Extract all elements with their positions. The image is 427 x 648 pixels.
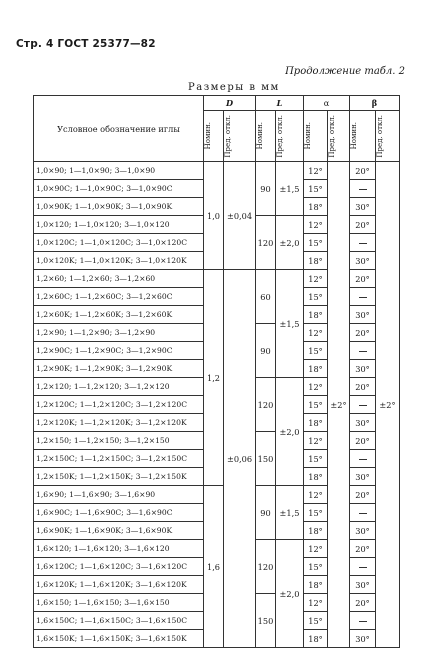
needle-designation: 1,6×150C; 1—1,6×150C; 3—1,6×150C: [34, 612, 204, 630]
l-tolerance-15: ±1,5: [276, 270, 304, 378]
alpha-nominal: 12°: [304, 594, 328, 612]
needle-designation: 1,2×60C; 1—1,2×60C; 3—1,2×60C: [34, 288, 204, 306]
beta-nominal: 30°: [350, 630, 376, 648]
beta-nominal: 30°: [350, 468, 376, 486]
needle-designation: 1,0×90; 1—1,0×90; 3—1,0×90: [34, 162, 204, 180]
d-tolerance-004: ±0,04: [224, 162, 256, 270]
alpha-nominal: 18°: [304, 306, 328, 324]
alpha-nominal: 18°: [304, 252, 328, 270]
alpha-nominal: 12°: [304, 270, 328, 288]
beta-nominal: [350, 396, 376, 414]
alpha-nominal: 12°: [304, 540, 328, 558]
column-header-l: L: [256, 96, 304, 111]
l-nominal-90: 90: [256, 162, 276, 216]
beta-nominal: 30°: [350, 522, 376, 540]
needle-designation: 1,2×150K; 1—1,2×150K; 3—1,2×150K: [34, 468, 204, 486]
alpha-nominal: 15°: [304, 504, 328, 522]
beta-nominal-header: Номин.: [350, 122, 358, 150]
needle-designation: 1,6×90K; 1—1,6×90K; 3—1,6×90K: [34, 522, 204, 540]
beta-nominal: 20°: [350, 486, 376, 504]
beta-nominal: 20°: [350, 270, 376, 288]
needle-designation: 1,2×90K; 1—1,2×90K; 3—1,2×90K: [34, 360, 204, 378]
alpha-nominal: 12°: [304, 378, 328, 396]
l-nominal-150: 150: [256, 432, 276, 486]
alpha-nominal: 15°: [304, 180, 328, 198]
beta-nominal: 20°: [350, 432, 376, 450]
column-header-d: D: [204, 96, 256, 111]
table-continuation-label: Продолжение табл. 2: [285, 66, 405, 77]
d-nominal-1-2: 1,2: [204, 270, 224, 486]
needle-designation: 1,6×120K; 1—1,6×120K; 3—1,6×120K: [34, 576, 204, 594]
alpha-nominal: 15°: [304, 288, 328, 306]
needle-designation: 1,2×150C; 1—1,2×150C; 3—1,2×150C: [34, 450, 204, 468]
needle-designation: 1,2×60K; 1—1,2×60K; 3—1,2×60K: [34, 306, 204, 324]
alpha-nominal: 12°: [304, 486, 328, 504]
dash-mark: [359, 513, 367, 514]
beta-nominal: 20°: [350, 162, 376, 180]
needle-designation: 1,2×120; 1—1,2×120; 3—1,2×120: [34, 378, 204, 396]
needle-designation: 1,6×150; 1—1,6×150; 3—1,6×150: [34, 594, 204, 612]
d-tolerance-header: Пред. откл.: [224, 114, 232, 158]
needle-designation: 1,0×120C; 1—1,0×120C; 3—1,0×120C: [34, 234, 204, 252]
alpha-nominal: 15°: [304, 342, 328, 360]
alpha-nominal: 12°: [304, 432, 328, 450]
needle-designation: 1,0×120; 1—1,0×120; 3—1,0×120: [34, 216, 204, 234]
dash-mark: [359, 351, 367, 352]
l-tolerance-header: Пред. откл.: [276, 114, 284, 158]
l-nominal-60: 60: [256, 270, 276, 324]
beta-nominal: 30°: [350, 306, 376, 324]
dash-mark: [359, 297, 367, 298]
needle-designation: 1,2×60; 1—1,2×60; 3—1,2×60: [34, 270, 204, 288]
needle-designation: 1,0×90K; 1—1,0×90K; 3—1,0×90K: [34, 198, 204, 216]
beta-nominal: 20°: [350, 324, 376, 342]
alpha-nominal: 12°: [304, 162, 328, 180]
d-tolerance-006: ±0,06: [224, 270, 256, 648]
needle-dimensions-table: [33, 95, 400, 648]
l-nominal-120: 120: [256, 216, 276, 270]
l-nominal-120: 120: [256, 540, 276, 594]
beta-nominal: 20°: [350, 540, 376, 558]
beta-nominal: [350, 234, 376, 252]
dash-mark: [359, 621, 367, 622]
beta-nominal: [350, 342, 376, 360]
beta-nominal: [350, 504, 376, 522]
needle-designation: 1,6×90; 1—1,6×90; 3—1,6×90: [34, 486, 204, 504]
l-tolerance-20: ±2,0: [276, 378, 304, 486]
alpha-nominal: 15°: [304, 450, 328, 468]
beta-nominal: [350, 180, 376, 198]
l-nominal-90: 90: [256, 324, 276, 378]
dash-mark: [359, 405, 367, 406]
alpha-nominal: 18°: [304, 576, 328, 594]
alpha-nominal: 12°: [304, 324, 328, 342]
beta-nominal: 30°: [350, 360, 376, 378]
l-tolerance-20: ±2,0: [276, 216, 304, 270]
alpha-nominal: 15°: [304, 558, 328, 576]
alpha-nominal: 18°: [304, 360, 328, 378]
l-nominal-90: 90: [256, 486, 276, 540]
l-nominal-120: 120: [256, 378, 276, 432]
beta-nominal: 30°: [350, 252, 376, 270]
alpha-nominal: 15°: [304, 234, 328, 252]
needle-designation: 1,6×120C; 1—1,6×120C; 3—1,6×120C: [34, 558, 204, 576]
l-nominal-150: 150: [256, 594, 276, 648]
needle-designation: 1,0×120K; 1—1,0×120K; 3—1,0×120K: [34, 252, 204, 270]
column-header-beta: β: [350, 96, 400, 111]
units-label: Размеры в мм: [188, 82, 280, 93]
beta-nominal: 30°: [350, 414, 376, 432]
beta-tolerance: ±2°: [376, 162, 400, 648]
beta-nominal: [350, 558, 376, 576]
alpha-nominal: 12°: [304, 216, 328, 234]
beta-nominal: 30°: [350, 198, 376, 216]
alpha-nominal: 15°: [304, 396, 328, 414]
page-header: Стр. 4 ГОСТ 25377—82: [16, 38, 156, 50]
alpha-nominal: 18°: [304, 630, 328, 648]
alpha-tolerance-header: Пред. откл.: [328, 114, 336, 158]
needle-designation: 1,2×90C; 1—1,2×90C; 3—1,2×90C: [34, 342, 204, 360]
d-nominal-header: Номин.: [204, 122, 212, 150]
d-nominal-1-6: 1,6: [204, 486, 224, 648]
beta-nominal: 20°: [350, 594, 376, 612]
column-header-name: Условное обозначение иглы: [34, 96, 204, 162]
needle-designation: 1,2×120K; 1—1,2×120K; 3—1,2×120K: [34, 414, 204, 432]
beta-tolerance-header: Пред. откл.: [376, 114, 384, 158]
dash-mark: [359, 459, 367, 460]
alpha-nominal: 18°: [304, 522, 328, 540]
l-tolerance-20: ±2,0: [276, 540, 304, 648]
beta-nominal: 20°: [350, 216, 376, 234]
alpha-nominal: 18°: [304, 468, 328, 486]
alpha-nominal: 18°: [304, 198, 328, 216]
alpha-nominal-header: Номин.: [304, 122, 312, 150]
needle-designation: 1,6×150K; 1—1,6×150K; 3—1,6×150K: [34, 630, 204, 648]
beta-nominal: 30°: [350, 576, 376, 594]
beta-nominal: 20°: [350, 378, 376, 396]
l-tolerance-15: ±1,5: [276, 162, 304, 216]
needle-designation: 1,0×90C; 1—1,0×90C; 3—1,0×90C: [34, 180, 204, 198]
table-row: [34, 162, 400, 180]
l-tolerance-15: ±1,5: [276, 486, 304, 540]
alpha-nominal: 15°: [304, 612, 328, 630]
alpha-nominal: 18°: [304, 414, 328, 432]
needle-designation: 1,6×90C; 1—1,6×90C; 3—1,6×90C: [34, 504, 204, 522]
beta-nominal: [350, 612, 376, 630]
l-nominal-header: Номин.: [256, 122, 264, 150]
beta-nominal: [350, 288, 376, 306]
alpha-tolerance: ±2°: [328, 162, 350, 648]
needle-designation: 1,6×120; 1—1,6×120; 3—1,6×120: [34, 540, 204, 558]
dash-mark: [359, 243, 367, 244]
beta-nominal: [350, 450, 376, 468]
dash-mark: [359, 567, 367, 568]
needle-designation: 1,2×90; 1—1,2×90; 3—1,2×90: [34, 324, 204, 342]
dash-mark: [359, 189, 367, 190]
needle-designation: 1,2×150; 1—1,2×150; 3—1,2×150: [34, 432, 204, 450]
column-header-alpha: α: [304, 96, 350, 111]
needle-designation: 1,2×120C; 1—1,2×120C; 3—1,2×120C: [34, 396, 204, 414]
d-nominal-1-0: 1,0: [204, 162, 224, 270]
